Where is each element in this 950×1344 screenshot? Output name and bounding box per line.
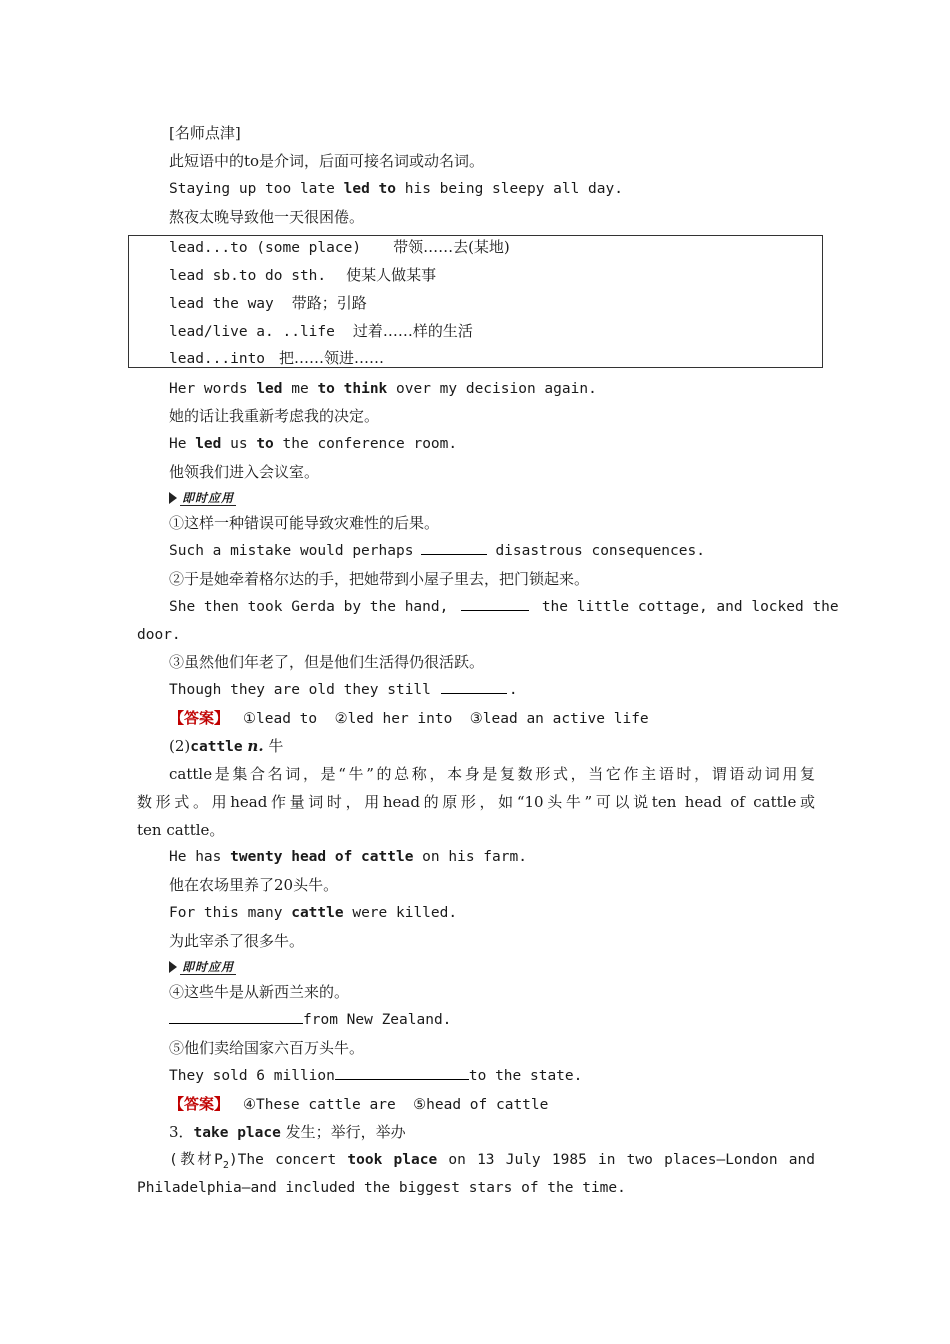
example-translation: 他在农场里养了20头牛。 (169, 876, 339, 894)
phrase-row: lead/live a. ..life 过着……样的生活 (169, 322, 473, 340)
play-triangle-icon (169, 961, 177, 973)
answer-blank[interactable] (169, 1009, 303, 1024)
answer-label: 【答案】 (169, 1095, 230, 1113)
example-sentence: For this many cattle were killed. (169, 905, 458, 921)
answer-label: 【答案】 (169, 709, 230, 727)
phrase-row: lead sb.to do sth. 使某人做某事 (169, 266, 437, 284)
answer-blank[interactable] (335, 1065, 469, 1080)
answer-blank[interactable] (461, 596, 529, 611)
paragraph-line: 数形式。用head作量词时，用head的原形，如“10头牛”可以说ten head of cattle或 (137, 793, 815, 811)
exercise-sentence: She then took Gerda by the hand, the little cottage, and locked the (169, 595, 815, 619)
exercise-sentence: They sold 6 million to the state. (169, 1064, 819, 1088)
exercise-sentence: Such a mistake would perhaps disastrous consequences. (169, 539, 819, 563)
exercise-prompt: ④这些牛是从新西兰来的。 (169, 983, 350, 1001)
exercise-sentence: from New Zealand. (169, 1008, 819, 1032)
practice-tag: 即时应用 (169, 489, 236, 507)
paragraph-line: cattle是集合名词，是“牛”的总称，本身是复数形式，当它作主语时，谓语动词用复 (169, 765, 815, 783)
example-sentence: He led us to the conference room. (169, 436, 458, 452)
answer-blank[interactable] (441, 679, 507, 694)
paragraph-line: ten cattle。 (137, 821, 225, 839)
exercise-prompt: ⑤他们卖给国家六百万头牛。 (169, 1039, 365, 1057)
phrase-row: lead...to (some place) 带领……去(某地) (169, 238, 510, 256)
answer-line: 【答案】 ①lead to ②led her into ③lead an active life (169, 709, 649, 727)
exercise-sentence-cont: door. (137, 627, 181, 643)
section-heading: 3．take place 发生；举行，举办 (169, 1123, 406, 1141)
play-triangle-icon (169, 492, 177, 504)
section-heading: (2)cattle n. 牛 (169, 737, 284, 755)
example-sentence: Her words led me to think over my decision again. (169, 381, 597, 397)
example-translation: 她的话让我重新考虑我的决定。 (169, 407, 380, 425)
tip-heading: [名师点津] (169, 124, 241, 142)
textbook-quote: (教材$P_2)The$ concert took place on 13 July 1985 in two places—London and (169, 1152, 815, 1171)
example-translation: 熬夜太晚导致他一天很困倦。 (169, 208, 365, 226)
example-translation: 为此宰杀了很多牛。 (169, 932, 305, 950)
answer-line: 【答案】 ④These cattle are ⑤head of cattle (169, 1095, 549, 1113)
exercise-sentence: Though they are old they still . (169, 678, 819, 702)
answer-blank[interactable] (421, 540, 487, 555)
example-sentence: Staying up too late led to his being sleepy all day. (169, 181, 623, 197)
textbook-quote-cont: Philadelphia—and included the biggest stars of the time. (137, 1180, 626, 1196)
example-sentence: He has twenty head of cattle on his farm. (169, 849, 527, 865)
exercise-prompt: ②于是她牵着格尔达的手，把她带到小屋子里去，把门锁起来。 (169, 570, 590, 588)
exercise-prompt: ③虽然他们年老了，但是他们生活得仍很活跃。 (169, 653, 485, 671)
tip-note: 此短语中的to是介词，后面可接名词或动名词。 (169, 152, 485, 170)
exercise-prompt: ①这样一种错误可能导致灾难性的后果。 (169, 514, 440, 532)
example-translation: 他领我们进入会议室。 (169, 463, 320, 481)
phrase-row: lead...into 把……领进…… (169, 349, 385, 367)
phrase-row: lead the way 带路；引路 (169, 294, 367, 312)
practice-tag: 即时应用 (169, 958, 236, 976)
